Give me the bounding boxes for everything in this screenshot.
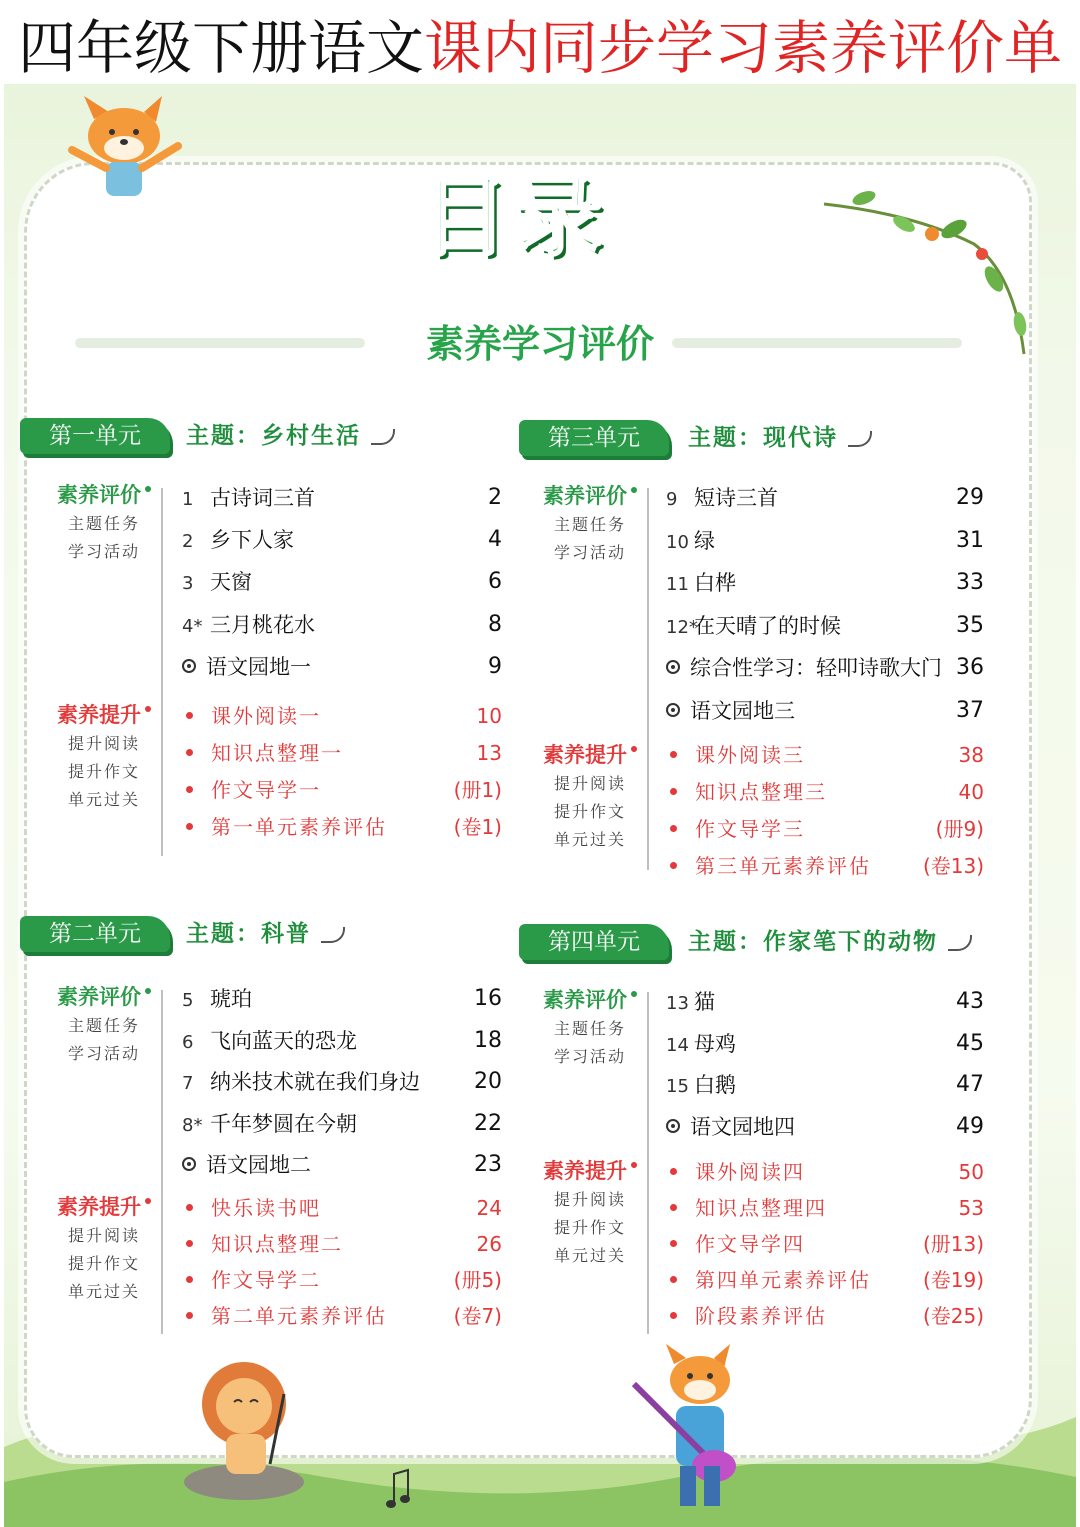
lesson-title: 在天晴了的时候: [694, 613, 841, 638]
toc-row[interactable]: [666, 648, 984, 688]
toc-row-improve[interactable]: [670, 1260, 984, 1300]
toc-row[interactable]: [182, 979, 502, 1019]
page-number: 45: [956, 1030, 984, 1056]
improve-title: 课外阅读四: [695, 1160, 805, 1184]
red-bullet-icon: [186, 749, 193, 756]
unit-tab: 第一单元: [20, 418, 170, 454]
page-number: 13: [476, 741, 502, 765]
unit-tab: 第三单元: [519, 420, 669, 456]
lesson-title: 琥珀: [210, 987, 252, 1011]
improve-title: 第四单元素养评估: [695, 1268, 871, 1292]
improve-category-sub: 单元过关: [553, 830, 626, 849]
toc-row[interactable]: [182, 1104, 502, 1144]
unit-theme: [688, 926, 972, 958]
improve-category-sub: 单元过关: [67, 1282, 140, 1301]
improve-category-title: [44, 700, 164, 730]
red-bullet-icon: [186, 1276, 193, 1283]
toc-row-improve[interactable]: [670, 772, 984, 812]
lesson-title: 千年梦圆在今朝: [210, 1111, 357, 1136]
page-number: 22: [474, 1110, 502, 1136]
eval-category-sub: 主题任务: [67, 1016, 140, 1035]
toc-row-improve[interactable]: [670, 1188, 984, 1228]
improve-title: 作文导学二: [211, 1268, 321, 1292]
improve-title: 作文导学三: [695, 817, 805, 841]
improve-category-title-text: 素养提升: [57, 703, 141, 727]
lesson-title: 飞向蓝天的恐龙: [210, 1028, 357, 1053]
red-bullet-icon: [186, 823, 193, 830]
eval-category: [44, 982, 164, 1068]
lion-mascot-icon: [174, 1354, 324, 1504]
pin-icon: [145, 1198, 151, 1204]
page-number: 10: [476, 704, 502, 728]
lesson-number: 1: [182, 489, 194, 510]
red-bullet-icon: [670, 825, 677, 832]
eval-category: [530, 481, 650, 567]
page-number: 18: [474, 1027, 502, 1053]
pin-icon: [631, 991, 637, 997]
lesson-number: 3: [182, 573, 194, 595]
page-number: 2: [488, 485, 502, 510]
eval-category-title: [44, 982, 164, 1012]
red-bullet-icon: [670, 1204, 677, 1211]
improve-title: 阶段素养评估: [695, 1304, 827, 1328]
theme-arrow-icon: [948, 935, 972, 951]
page-number: 35: [956, 612, 984, 638]
improve-category: [44, 1192, 164, 1306]
lesson-title: 语文园地一: [206, 654, 311, 679]
lesson-number: 15: [666, 1076, 689, 1097]
toc-row[interactable]: [666, 563, 984, 603]
pin-icon: [145, 988, 151, 994]
lesson-title: 母鸡: [694, 1031, 736, 1056]
lesson-number: 4*: [182, 615, 203, 637]
toc-row-improve[interactable]: [670, 735, 984, 775]
improve-category-sub: 提升阅读: [553, 1190, 626, 1209]
improve-title: 作文导学四: [695, 1232, 805, 1256]
improve-title: 第二单元素养评估: [211, 1304, 387, 1328]
unit-tab: 第四单元: [519, 924, 669, 960]
eval-category-sub: 主题任务: [67, 514, 140, 533]
improve-category-title-text: 素养提升: [57, 1195, 141, 1219]
page-number: 47: [956, 1072, 984, 1097]
theme-arrow-icon: [321, 927, 345, 943]
lesson-title: 语文园地二: [206, 1153, 311, 1177]
lesson-title: 猫: [694, 990, 715, 1014]
eval-category-sub: 学习活动: [67, 542, 140, 561]
lesson-number: 10: [666, 531, 689, 553]
improve-category-sub: 提升阅读: [67, 734, 140, 753]
red-bullet-icon: [186, 712, 193, 719]
improve-category: [530, 1156, 650, 1270]
pin-icon: [145, 706, 151, 712]
toc-row[interactable]: [182, 520, 502, 560]
eval-category-sub: 学习活动: [67, 1044, 140, 1063]
page-number: 37: [956, 697, 984, 723]
banner-title-red: 课内同步学习素养评价单: [424, 14, 1063, 82]
toc-row[interactable]: [182, 1021, 502, 1061]
unit-tab: 第二单元: [20, 916, 170, 952]
pin-icon: [631, 487, 637, 493]
page-number: 24: [476, 1196, 502, 1220]
toc-row-improve[interactable]: [670, 809, 984, 849]
toc-row[interactable]: [182, 1145, 502, 1185]
toc-row[interactable]: [182, 1062, 502, 1102]
toc-row-improve[interactable]: [670, 1224, 984, 1264]
circle-bullet-icon: [666, 703, 680, 717]
lesson-title: 白桦: [694, 571, 736, 595]
lesson-title: 天窗: [210, 570, 252, 595]
circle-bullet-icon: [666, 660, 680, 674]
improve-title: 快乐读书吧: [211, 1196, 321, 1220]
banner-title: [0, 8, 1080, 88]
theme-arrow-icon: [371, 429, 395, 445]
page-number: 6: [488, 569, 502, 595]
circle-bullet-icon: [182, 659, 196, 673]
toc-row[interactable]: [666, 521, 984, 561]
toc-row[interactable]: [182, 647, 502, 687]
page-number: (卷25): [922, 1304, 984, 1328]
improve-category-sub: 提升阅读: [553, 774, 626, 793]
toc-row[interactable]: [182, 605, 502, 645]
improve-category: [530, 740, 650, 854]
unit-theme-text: 主题：作家笔下的动物: [688, 929, 938, 955]
unit-theme-text: 主题：现代诗: [688, 425, 838, 451]
lesson-title: 古诗词三首: [210, 486, 315, 510]
toc-row-improve[interactable]: [186, 1224, 502, 1264]
eval-category-title: [530, 481, 650, 511]
lesson-number: 6: [182, 1031, 194, 1053]
improve-title: 知识点整理二: [211, 1232, 343, 1256]
lesson-number: 5: [182, 990, 194, 1011]
page-number: (册5): [453, 1268, 502, 1292]
toc-row-improve[interactable]: [186, 1188, 502, 1228]
improve-title: 课外阅读三: [695, 743, 805, 767]
improve-title: 第三单元素养评估: [695, 854, 871, 878]
page-number: (卷7): [453, 1304, 502, 1328]
improve-category-sub: 单元过关: [553, 1246, 626, 1265]
lesson-title: 三月桃花水: [210, 612, 315, 637]
eval-category-title-text: 素养评价: [57, 483, 141, 507]
improve-category-title: [530, 1156, 650, 1186]
page-number: (册9): [935, 817, 984, 841]
improve-title: 知识点整理三: [695, 780, 827, 804]
toc-row-improve[interactable]: [670, 1152, 984, 1192]
lesson-number: 2: [182, 531, 194, 553]
lesson-title: 绿: [694, 528, 715, 553]
lesson-number: 8*: [182, 1114, 203, 1136]
toc-row[interactable]: [666, 478, 984, 518]
page-number: (卷1): [453, 815, 502, 839]
toc-row[interactable]: [182, 562, 502, 602]
pin-icon: [145, 486, 151, 492]
page-number: 16: [474, 986, 502, 1011]
improve-category-title-text: 素养提升: [543, 743, 627, 767]
improve-title: 课外阅读一: [211, 704, 321, 728]
lesson-number: 9: [666, 489, 678, 510]
lesson-title: 纳米技术就在我们身边: [210, 1070, 420, 1094]
improve-title: 知识点整理一: [211, 741, 343, 765]
red-bullet-icon: [670, 862, 677, 869]
lesson-number: 12*: [666, 616, 698, 638]
improve-category-title-text: 素养提升: [543, 1159, 627, 1183]
page-number: 53: [958, 1196, 984, 1220]
eval-category-sub: 主题任务: [553, 1019, 626, 1038]
page-number: 33: [956, 570, 984, 595]
page-number: 8: [488, 611, 502, 637]
lesson-title: 语文园地三: [690, 698, 795, 723]
lesson-number: 13: [666, 993, 689, 1014]
circle-bullet-icon: [666, 1119, 680, 1133]
toc-row[interactable]: [182, 478, 502, 518]
eval-category-title-text: 素养评价: [543, 484, 627, 508]
music-note-icon: [384, 1464, 444, 1514]
toc-row[interactable]: [666, 691, 984, 731]
page-number: 49: [956, 1113, 984, 1139]
improve-category-title: [530, 740, 650, 770]
page-number: 40: [958, 780, 984, 804]
contents-heading: [398, 160, 630, 268]
toc-row-improve[interactable]: [670, 846, 984, 886]
fox-mascot-icon: [54, 94, 194, 204]
red-bullet-icon: [186, 1240, 193, 1247]
unit-theme-text: 主题：乡村生活: [186, 423, 361, 449]
improve-category-sub: 提升阅读: [67, 1226, 140, 1245]
circle-bullet-icon: [182, 1157, 196, 1171]
eval-category: [530, 985, 650, 1071]
improve-category-title: [44, 1192, 164, 1222]
eval-category-title: [44, 480, 164, 510]
improve-category-sub: 提升作文: [553, 802, 626, 821]
eval-category-title-text: 素养评价: [57, 985, 141, 1009]
lesson-title: 短诗三首: [694, 486, 778, 510]
toc-row-improve[interactable]: [186, 696, 502, 736]
page-number: (卷19): [922, 1268, 984, 1292]
lesson-title: 综合性学习：轻叩诗歌大门: [690, 656, 942, 680]
toc-row-improve[interactable]: [670, 1296, 984, 1336]
lesson-title: 乡下人家: [210, 528, 294, 553]
red-bullet-icon: [186, 1312, 193, 1319]
eval-category-sub: 学习活动: [553, 543, 626, 562]
lesson-title: 语文园地四: [690, 1114, 795, 1139]
eval-category-title-text: 素养评价: [543, 988, 627, 1012]
red-bullet-icon: [670, 1312, 677, 1319]
page-number: 20: [474, 1069, 502, 1094]
eval-category: [44, 480, 164, 566]
banner-title-black: 四年级下册语文: [17, 14, 424, 82]
page-number: (册1): [453, 778, 502, 802]
page-number: 50: [958, 1160, 984, 1184]
page-number: 29: [956, 485, 984, 510]
toc-row-improve[interactable]: [186, 1260, 502, 1300]
eval-category-sub: 学习活动: [553, 1047, 626, 1066]
page-number: (卷13): [922, 854, 984, 878]
page-number: 23: [474, 1152, 502, 1177]
improve-category-sub: 提升作文: [67, 1254, 140, 1273]
unit-theme-text: 主题：科普: [186, 921, 311, 947]
page-number: 31: [956, 527, 984, 553]
toc-row[interactable]: [666, 1065, 984, 1105]
pin-icon: [631, 1162, 637, 1168]
improve-category-sub: 单元过关: [67, 790, 140, 809]
toc-row-improve[interactable]: [186, 733, 502, 773]
theme-arrow-icon: [848, 431, 872, 447]
page-number: 36: [956, 655, 984, 680]
subheading: 素养学习评价: [425, 322, 654, 366]
red-bullet-icon: [670, 751, 677, 758]
lesson-title: 白鹅: [694, 1073, 736, 1097]
lesson-number: 11: [666, 574, 689, 595]
lesson-number: 14: [666, 1034, 689, 1056]
improve-title: 第一单元素养评估: [211, 815, 387, 839]
toc-row-improve[interactable]: [186, 1296, 502, 1336]
page-number: 4: [488, 527, 502, 553]
unit-theme: [186, 420, 395, 452]
red-bullet-icon: [670, 1240, 677, 1247]
improve-title: 知识点整理四: [695, 1196, 827, 1220]
red-bullet-icon: [186, 786, 193, 793]
toc-row[interactable]: [666, 982, 984, 1022]
improve-category-sub: 提升作文: [553, 1218, 626, 1237]
lesson-number: 7: [182, 1073, 194, 1094]
red-bullet-icon: [670, 788, 677, 795]
toc-row[interactable]: [666, 1107, 984, 1147]
toc-row-improve[interactable]: [186, 807, 502, 847]
page-number: 43: [956, 989, 984, 1014]
pin-icon: [631, 746, 637, 752]
toc-row-improve[interactable]: [186, 770, 502, 810]
eval-category-sub: 主题任务: [553, 515, 626, 534]
red-bullet-icon: [670, 1276, 677, 1283]
guitar-fox-icon: [604, 1344, 774, 1524]
page-number: (册13): [922, 1232, 984, 1256]
improve-title: 作文导学一: [211, 778, 321, 802]
page-number: 38: [958, 743, 984, 767]
contents-heading-text: 目录: [419, 165, 608, 268]
red-bullet-icon: [186, 1204, 193, 1211]
toc-row[interactable]: [666, 1024, 984, 1064]
page-number: 26: [476, 1232, 502, 1256]
improve-category-sub: 提升作文: [67, 762, 140, 781]
unit-theme: [186, 918, 345, 950]
improve-category: [44, 700, 164, 814]
unit-theme: [688, 422, 872, 454]
red-bullet-icon: [670, 1168, 677, 1175]
eval-category-title: [530, 985, 650, 1015]
toc-row[interactable]: [666, 606, 984, 646]
page-number: 9: [488, 653, 502, 679]
